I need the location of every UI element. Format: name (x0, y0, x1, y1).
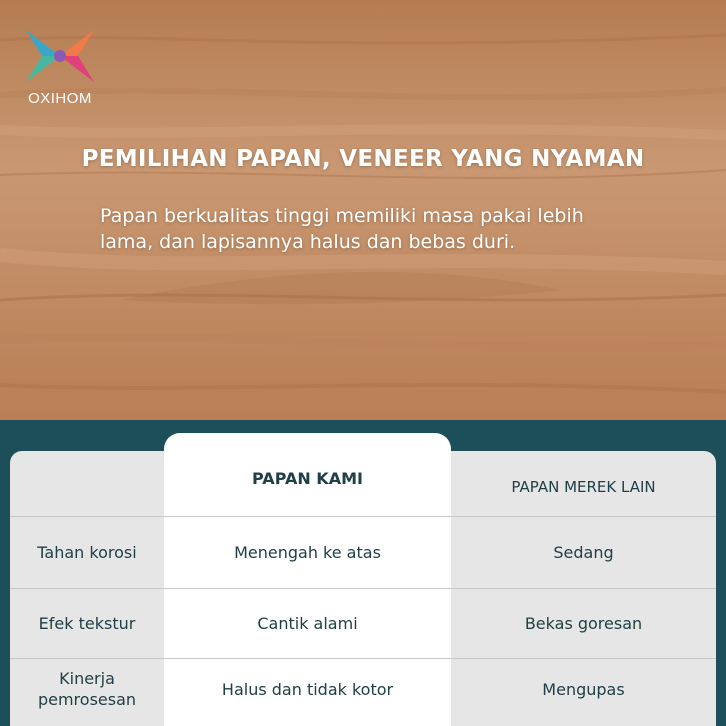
row-label-corrosion: Tahan korosi (37, 543, 137, 562)
row-other-corrosion: Sedang (553, 543, 614, 562)
header-other-brand: PAPAN MEREK LAIN (511, 477, 656, 496)
row-label-processing-line1: Kinerja (59, 669, 115, 688)
subtitle-line-2: lama, dan lapisannya halus dan bebas duri. (100, 231, 516, 253)
brand-logo (20, 24, 100, 114)
brand-logo-icon (20, 24, 100, 88)
row-ours-texture: Cantik alami (257, 614, 358, 633)
row-label-processing (10, 659, 164, 719)
subtitle-line-1: Papan berkualitas tinggi memiliki masa pakai lebih (100, 205, 584, 227)
brand-name: OXIHOM (28, 90, 92, 107)
row-label-texture: Efek tekstur (38, 614, 136, 633)
page-title: PEMILIHAN PAPAN, VENEER YANG NYAMAN (81, 146, 645, 172)
row-ours-corrosion: Menengah ke atas (234, 543, 381, 562)
row-other-processing: Mengupas (542, 679, 625, 699)
header-our-board: PAPAN KAMI (252, 468, 363, 488)
row-ours-processing: Halus dan tidak kotor (221, 679, 394, 699)
row-label-processing-line2: pemrosesan (37, 690, 137, 709)
page-subtitle (100, 203, 660, 255)
row-other-texture: Bekas goresan (524, 614, 643, 633)
